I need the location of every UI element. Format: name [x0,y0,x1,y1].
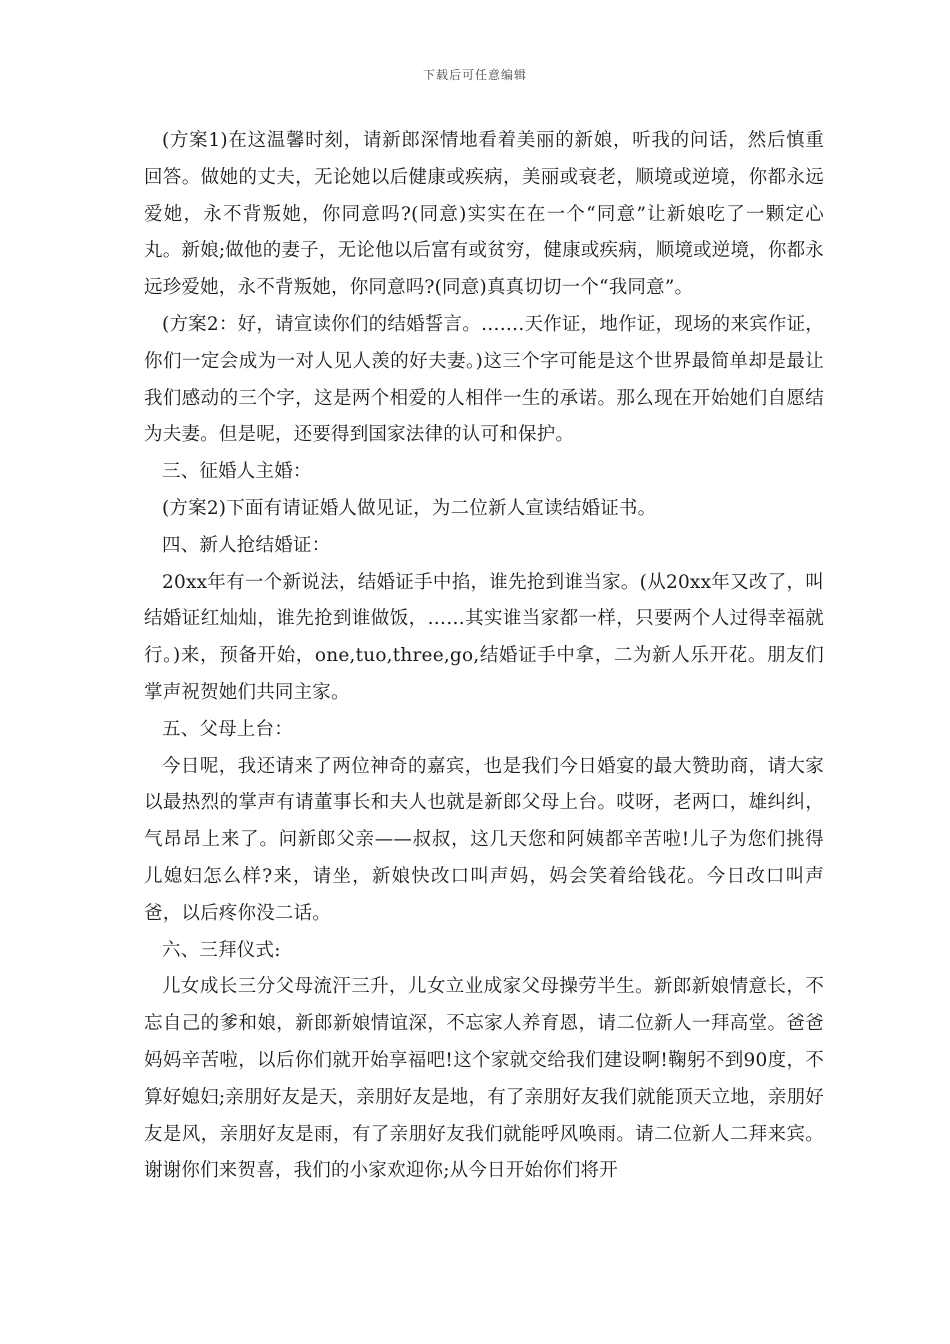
section-heading-parents: 五、父母上台： [162,718,293,740]
paragraph-vows-scheme-1: (方案1)在这温馨时刻，请新郎深情地看着美丽的新娘，听我的问话，然后慎重回答。做她的丈夫，无论她以后健康或疾病，美丽或衰老，顺境或逆境，你都永远爱她，永不背叛她，你同意吗?(同意)实实在在一个“同意”让新娘吃了一颗定心丸。新娘;做他的妻子，无论他以后富有或贫穷，健康或疾病，顺境或逆境，你都永远珍爱她，永不背叛她，你同意吗?(同意)真真切切一个“我同意”。 [144,130,825,299]
paragraph-officiant: (方案2)下面有请证婚人做见证，为二位新人宣读结婚证书。 [162,497,657,519]
paragraph-certificate: 20xx年有一个新说法，结婚证手中掐，谁先抢到谁当家。(从20xx年又改了，叫结婚证红灿灿，谁先抢到谁做饭，……其实谁当家都一样，只要两个人过得幸福就行。)来，预备开始，one,tuo,three,go,结婚证手中拿，二为新人乐开花。朋友们掌声祝贺她们共同主家。 [144,571,824,703]
section-heading-bows: 六、三拜仪式: [162,939,281,961]
page-header: 下载后可任意编辑 [422,68,527,82]
paragraph-parents: 今日呢，我还请来了两位神奇的嘉宾，也是我们今日婚宴的最大赞助商，请大家以最热烈的掌声有请董事长和夫人也就是新郎父母上台。哎呀，老两口，雄纠纠，气昂昂上来了。问新郎父亲——叔叔，这几天您和阿姨都辛苦啦!儿子为您们挑得儿媳妇怎么样?来，请坐，新娘快改口叫声妈，妈会笑着给钱花。今日改口叫声爸，以后疼你没二话。 [144,755,824,924]
paragraph-vows-scheme-2: (方案2：好，请宣读你们的结婚誓言。…….天作证，地作证，现场的来宾作证，你们一定会成为一对人见人羡的好夫妻。)这三个字可能是这个世界最简单却是最让我们感动的三个字，这是两个相爱的人相伴一生的承诺。那么现在开始她们自愿结为夫妻。但是呢，还要得到国家法律的认可和保护。 [144,313,824,446]
section-heading-certificate: 四、新人抢结婚证： [162,534,331,556]
paragraph-bows: 儿女成长三分父母流汗三升，儿女立业成家父母操劳半生。新郎新娘情意长，不忘自己的爹和娘，新郎新娘情谊深，不忘家人养育恩，请二位新人一拜高堂。爸爸妈妈辛苦啦，以后你们就开始享福吧!这个家就交给我们建设啊!鞠躬不到90度，不算好媳妇;亲朋好友是天，亲朋好友是地，有了亲朋好友我们就能顶天立地，亲朋好友是风，亲朋好友是雨，有了亲朋好友我们就能呼风唤雨。请二位新人二拜来宾。谢谢你们来贺喜，我们的小家欢迎你;从今日开始你们将开 [144,976,824,1182]
section-heading-officiant: 三、征婚人主婚： [162,461,312,483]
document-body [144,123,824,1190]
